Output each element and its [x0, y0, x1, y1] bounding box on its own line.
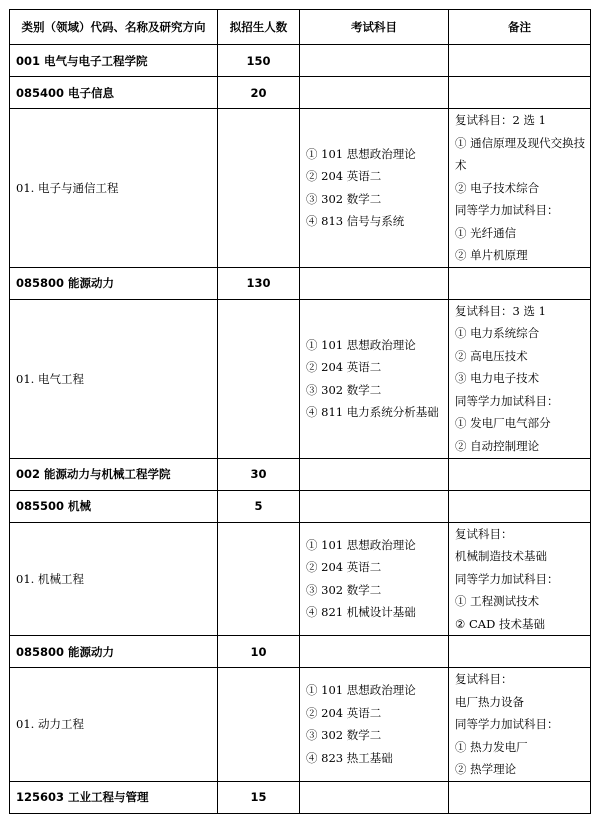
- exam-item: ② 204 英语二: [306, 705, 382, 720]
- note-item: ① 通信原理及现代交换技术: [455, 135, 586, 172]
- category-code: 085800 能源动力: [10, 267, 218, 299]
- direction-row: [10, 668, 591, 782]
- category-count: 20: [218, 77, 300, 109]
- remarks: [449, 299, 591, 458]
- category-code: 002 能源动力与机械工程学院: [10, 458, 218, 490]
- note-item: 同等学力加试科目：: [455, 717, 559, 731]
- exam-subjects: [300, 668, 449, 782]
- empty-cell: [218, 522, 300, 636]
- exam-item: ④ 813 信号与系统: [306, 214, 405, 229]
- admissions-table: [9, 9, 591, 814]
- category-count: 10: [218, 636, 300, 668]
- note-item: ② 电子技术综合: [455, 180, 540, 195]
- category-row: [10, 77, 591, 109]
- empty-cell: [300, 490, 449, 522]
- empty-cell: [449, 636, 591, 668]
- exam-item: ③ 302 数学二: [306, 382, 382, 397]
- direction-name: 01. 机械工程: [10, 522, 218, 636]
- direction-name: 01. 电子与通信工程: [10, 109, 218, 268]
- note-item: 复试科目：3 选 1: [455, 303, 546, 318]
- direction-row: [10, 299, 591, 458]
- category-count: 150: [218, 45, 300, 77]
- exam-item: ② 204 英语二: [306, 360, 382, 374]
- empty-cell: [300, 636, 449, 668]
- empty-cell: [449, 490, 591, 522]
- category-row: [10, 490, 591, 522]
- note-item: ② CAD 技术基础: [455, 616, 545, 631]
- note-item: 复试科目：: [455, 672, 513, 686]
- exam-item: ④ 811 电力系统分析基础: [306, 405, 439, 419]
- exam-item: ② 204 英语二: [306, 560, 382, 575]
- note-item: ① 光纤通信: [455, 225, 517, 240]
- empty-cell: [218, 299, 300, 458]
- exam-item: ③ 302 数学二: [306, 191, 382, 206]
- exam-item: ④ 823 热工基础: [306, 750, 393, 765]
- note-item: ③ 电力电子技术: [455, 371, 540, 386]
- category-code: 001 电气与电子工程学院: [10, 45, 218, 77]
- category-count: 130: [218, 267, 300, 299]
- note-item: ① 热力发电厂: [455, 739, 528, 754]
- header-category: 类别（领域）代码、名称及研究方向: [10, 10, 218, 45]
- note-item: 电厂热力设备: [455, 694, 524, 709]
- header-count: 拟招生人数: [218, 10, 300, 45]
- empty-cell: [218, 668, 300, 782]
- note-item: 复试科目：2 选 1: [455, 113, 546, 127]
- direction-name: 01. 动力工程: [10, 668, 218, 782]
- exam-item: ② 204 英语二: [306, 169, 382, 184]
- exam-item: ① 101 思想政治理论: [306, 337, 416, 352]
- category-code: 085500 机械: [10, 490, 218, 522]
- category-row: [10, 781, 591, 813]
- note-item: ① 发电厂电气部分: [455, 416, 551, 431]
- note-item: ② 自动控制理论: [455, 438, 540, 453]
- empty-cell: [449, 45, 591, 77]
- empty-cell: [449, 77, 591, 109]
- exam-subjects: [300, 109, 449, 268]
- exam-item: ③ 302 数学二: [306, 582, 382, 597]
- note-item: 同等学力加试科目：: [455, 393, 559, 408]
- category-count: 15: [218, 781, 300, 813]
- category-count: 30: [218, 458, 300, 490]
- empty-cell: [300, 45, 449, 77]
- exam-subjects: [300, 299, 449, 458]
- note-item: ② 热学理论: [455, 762, 517, 776]
- note-item: 同等学力加试科目：: [455, 203, 559, 217]
- remarks: [449, 668, 591, 782]
- header-exams: 考试科目: [300, 10, 449, 45]
- category-code: 085400 电子信息: [10, 77, 218, 109]
- category-row: [10, 45, 591, 77]
- direction-row: [10, 522, 591, 636]
- note-item: 机械制造技术基础: [455, 549, 547, 563]
- category-row: [10, 636, 591, 668]
- category-code: 125603 工业工程与管理: [10, 781, 218, 813]
- exam-item: ① 101 思想政治理论: [306, 146, 416, 161]
- exam-item: ③ 302 数学二: [306, 728, 382, 743]
- remarks: [449, 522, 591, 636]
- empty-cell: [449, 458, 591, 490]
- category-row: [10, 458, 591, 490]
- direction-row: [10, 109, 591, 268]
- exam-item: ④ 821 机械设计基础: [306, 605, 416, 620]
- note-item: ① 工程测试技术: [455, 594, 540, 608]
- empty-cell: [218, 109, 300, 268]
- category-count: 5: [218, 490, 300, 522]
- header-notes: 备注: [449, 10, 591, 45]
- empty-cell: [300, 781, 449, 813]
- remarks: [449, 109, 591, 268]
- empty-cell: [449, 781, 591, 813]
- category-row: [10, 267, 591, 299]
- direction-name: 01. 电气工程: [10, 299, 218, 458]
- exam-subjects: [300, 522, 449, 636]
- exam-item: ① 101 思想政治理论: [306, 537, 416, 552]
- empty-cell: [300, 458, 449, 490]
- category-code: 085800 能源动力: [10, 636, 218, 668]
- note-item: 同等学力加试科目：: [455, 571, 559, 586]
- empty-cell: [300, 77, 449, 109]
- note-item: ② 高电压技术: [455, 348, 528, 363]
- empty-cell: [449, 267, 591, 299]
- note-item: ① 电力系统综合: [455, 326, 540, 341]
- header-row: [10, 10, 591, 45]
- note-item: ② 单片机原理: [455, 248, 528, 262]
- note-item: 复试科目：: [455, 526, 513, 541]
- exam-item: ① 101 思想政治理论: [306, 683, 416, 698]
- empty-cell: [300, 267, 449, 299]
